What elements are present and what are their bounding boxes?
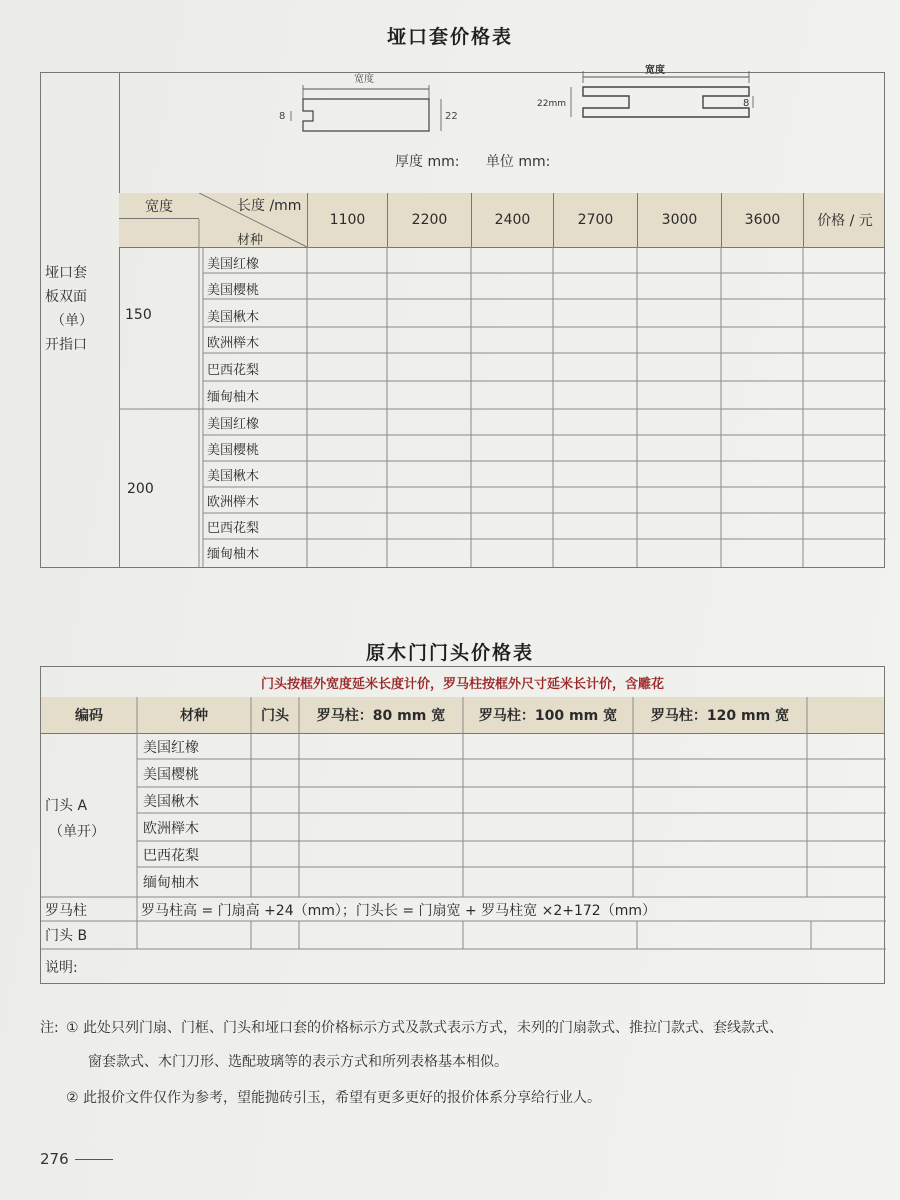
door-head-header: 门头 <box>261 708 289 724</box>
dim-label: 宽度 <box>645 65 665 76</box>
page-number-dash <box>75 1159 113 1160</box>
remark-label: 说明: <box>45 960 78 976</box>
material-row-label: 美国红橡 <box>207 257 260 272</box>
table1-title: 垭口套价格表 <box>386 26 513 48</box>
door-head-b-label: 门头 B <box>45 928 88 944</box>
jamb-price-table <box>40 65 885 568</box>
length-col-header: 2200 <box>387 193 471 247</box>
note-2: ② 此报价文件仅作为参考，望能抛砖引玉，希望有更多更好的报价体系分享给行业人。 <box>66 1090 601 1106</box>
material-row-label: 缅甸柚木 <box>207 547 260 562</box>
thickness-label: 厚度 mm: <box>395 154 460 170</box>
material-row-label: 美国楸木 <box>207 469 260 484</box>
dim-label: 8 <box>279 111 286 122</box>
material-row-label: 美国楸木 <box>143 794 199 810</box>
width-header: 宽度 <box>145 199 173 215</box>
material-row-label: 巴西花梨 <box>143 848 199 864</box>
note-1-line-1: ① 此处只列门扇、门框、门头和垭口套的价格标示方式及款式表示方式，未列的门扇款式、推拉门款式、套线款式、 <box>66 1020 783 1036</box>
length-col-header: 1100 <box>307 193 387 247</box>
pricing-note: 门头按框外宽度延米长度计价，罗马柱按框外尺寸延米长计价，含雕花 <box>41 667 884 698</box>
roman-120-header: 罗马柱：120 mm 宽 <box>650 708 790 724</box>
product-label-line: （单） <box>51 313 93 329</box>
length-col-header: 2400 <box>471 193 553 247</box>
material-row-label: 美国红橡 <box>207 417 260 432</box>
material-row-label: 巴西花梨 <box>207 363 260 378</box>
length-col-header: 3000 <box>637 193 721 247</box>
door-head-a-line: 门头 A <box>45 798 88 814</box>
material-header: 材种 <box>180 708 208 724</box>
code-header: 编码 <box>75 708 103 724</box>
note-1-line-2: 窗套款式、木门刀形、选配玻璃等的表示方式和所列表格基本相似。 <box>88 1054 508 1070</box>
roman-80-header: 罗马柱：80 mm 宽 <box>316 708 446 724</box>
material-row-label: 美国樱桃 <box>207 443 260 458</box>
material-row-label: 欧洲榉木 <box>207 336 260 351</box>
material-row-label: 巴西花梨 <box>207 521 260 536</box>
dim-label: 8 <box>743 98 750 109</box>
length-header: 长度 /mm <box>237 198 302 214</box>
group-width: 200 <box>127 481 154 497</box>
door-head-a-line: （单开） <box>49 824 105 840</box>
roman-100-header: 罗马柱：100 mm 宽 <box>478 708 618 724</box>
material-row-label: 美国樱桃 <box>143 767 199 783</box>
dim-label: 宽度 <box>354 74 374 85</box>
page-number <box>40 1150 113 1168</box>
door-head-a-label <box>45 793 105 845</box>
material-row-label: 缅甸柚木 <box>143 875 199 891</box>
page-number-text: 276 <box>40 1150 69 1168</box>
material-row-label: 欧洲榉木 <box>207 495 260 510</box>
notes-prefix: 注: <box>40 1020 59 1036</box>
material-row-label: 欧洲榉木 <box>143 821 199 837</box>
product-label-line: 板双面 <box>45 289 87 305</box>
group-width: 150 <box>125 307 152 323</box>
material-header: 材种 <box>237 233 264 248</box>
table2-title: 原木门门头价格表 <box>365 642 534 664</box>
roman-column-label: 罗马柱 <box>45 903 87 919</box>
length-col-header: 3600 <box>721 193 803 247</box>
material-row-label: 缅甸柚木 <box>207 390 260 405</box>
material-row-label: 美国红橡 <box>143 740 199 756</box>
unit-label: 单位 mm: <box>485 154 551 170</box>
material-row-label: 美国楸木 <box>207 310 260 325</box>
dim-label: 22mm <box>537 99 566 109</box>
dim-label: 22 <box>445 111 458 122</box>
material-row-label: 美国樱桃 <box>207 283 260 298</box>
roman-formula: 罗马柱高 = 门扇高 +24（mm）；门头长 = 门扇宽 + 罗马柱宽 ×2+172（mm） <box>141 903 656 919</box>
price-header: 价格 / 元 <box>803 193 886 247</box>
product-label-line: 垭口套 <box>45 265 87 281</box>
door-head-price-table <box>40 666 885 984</box>
table1-grid <box>41 73 886 569</box>
product-label-line: 开指口 <box>45 337 87 353</box>
length-col-header: 2700 <box>553 193 637 247</box>
